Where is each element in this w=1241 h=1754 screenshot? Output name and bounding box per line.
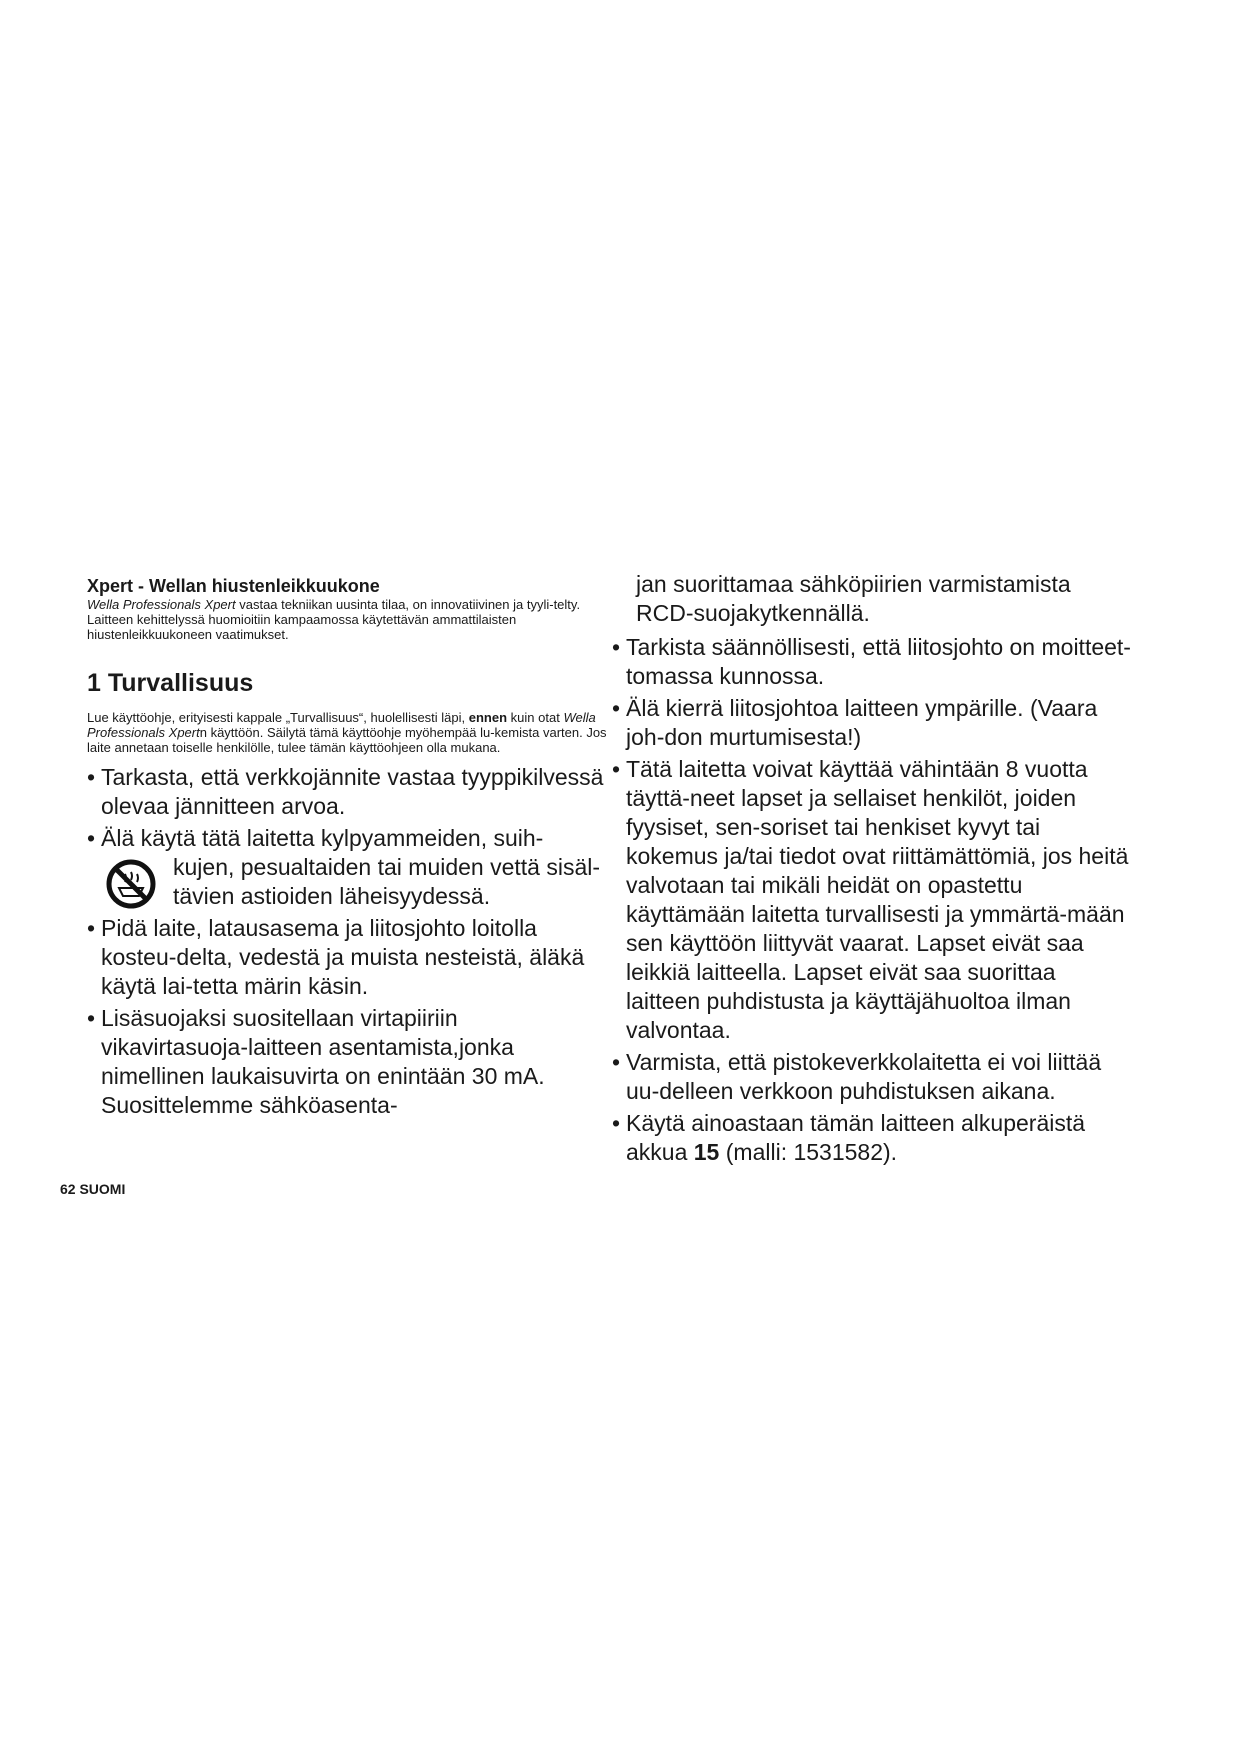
safety-emphasis: ennen <box>468 710 508 725</box>
list-item-text <box>626 1109 1132 1167</box>
list-item <box>87 763 607 821</box>
left-column <box>87 575 607 1123</box>
bullet-marker: • <box>612 1110 621 1136</box>
right-bullet-list <box>612 633 1132 1167</box>
no-water-icon <box>105 858 157 910</box>
bullet-marker: • <box>612 756 621 782</box>
list-item-battery <box>612 1109 1132 1167</box>
list-item-water-warning <box>87 824 607 911</box>
page-footer: 62 SUOMI <box>60 1181 126 1197</box>
bullet-marker: • <box>87 915 96 941</box>
list-item-text: Lisäsuojaksi suositellaan virtapiiriin vikavirtasuoja-laitteen asentamista,jonka nimellinen laukaisuvirta on enintään 30 mA. Suosittelemme sähköasenta- <box>101 1005 545 1118</box>
water-warning-line1: Älä käytä tätä laitetta kylpyammeiden, suih- <box>101 825 544 851</box>
section-heading: 1 Turvallisuus <box>87 669 254 697</box>
bullet-marker: • <box>612 634 621 660</box>
battery-reference-number: 15 <box>693 1139 720 1165</box>
list-item <box>612 1048 1132 1106</box>
left-bullet-list <box>87 763 607 1120</box>
intro-text: vastaa tekniikan uusinta tilaa, on innovatiivinen ja tyyli-telty. Laitteen kehittelyssä huomioitiin kampaamossa käytettävän ammattilaisten hiustenleikkuukoneen vaatimukset. <box>87 597 581 642</box>
list-item <box>612 755 1132 1045</box>
safety-text-1: Lue käyttöohje, erityisesti kappale „Turvallisuus“, huolellisesti läpi, <box>87 710 469 725</box>
list-item-text: Älä kierrä liitosjohtoa laitteen ympärille. (Vaara joh-don murtumisesta!) <box>626 695 1098 750</box>
bullet-marker: • <box>87 825 96 851</box>
bullet-marker: • <box>87 764 96 790</box>
continued-paragraph: jan suorittamaa sähköpiirien varmistamista RCD-suojakytkennällä. <box>636 571 1071 626</box>
safety-text-2: kuin otat <box>507 710 564 725</box>
safety-paragraph <box>87 710 607 755</box>
safety-brand: Wella Professionals Xpert <box>87 710 596 740</box>
list-item-text: Pidä laite, latausasema ja liitosjohto loitolla kosteu-delta, vedestä ja muista nesteistä, äläkä käytä lai-tetta märin käsin. <box>101 915 585 999</box>
water-warning-line2: kujen, pesualtaiden tai muiden vettä sisäl-tävien astioiden läheisyydessä. <box>173 854 601 909</box>
list-item <box>612 694 1132 752</box>
list-item <box>612 633 1132 691</box>
list-item-text: Tarkasta, että verkkojännite vastaa tyyppikilvessä olevaa jännitteen arvoa. <box>101 764 604 819</box>
intro-brand: Wella Professionals Xpert <box>87 597 236 612</box>
intro-paragraph <box>87 597 607 642</box>
bullet-marker: • <box>87 1005 96 1031</box>
bullet-marker: • <box>612 1049 621 1075</box>
right-column <box>612 570 1132 1170</box>
battery-text-1: Käytä ainoastaan tämän laitteen alkuperäistä akkua <box>626 1110 1086 1165</box>
document-title: Xpert - Wellan hiustenleikkuukone <box>87 576 380 596</box>
battery-text-2: (malli: 1531582). <box>719 1139 898 1165</box>
bullet-marker: • <box>612 695 621 721</box>
list-item <box>87 914 607 1001</box>
safety-text-3: n käyttöön. Säilytä tämä käyttöohje myöhempää lu-kemista varten. Jos laite annetaan toiselle henkilölle, tulee tämän käyttöohjeen olla mukana. <box>87 725 607 755</box>
list-item-text: Varmista, että pistokeverkkolaitetta ei voi liittää uu-delleen verkkoon puhdistuksen aikana. <box>626 1049 1102 1104</box>
list-item-text: Tarkista säännöllisesti, että liitosjohto on moitteet-tomassa kunnossa. <box>626 634 1131 689</box>
list-item-text: Tätä laitetta voivat käyttää vähintään 8 vuotta täyttä-neet lapset ja sellaiset henkilöt, joiden fyysiset, sen-soriset tai henkiset kyvyt tai kokemus ja/tai tiedot ovat riittämättömiä, jos heitä valvotaan tai mikäli heidät on opastettu käyttämään laitetta turvallisesti ja ymmärtä-mään sen käyttöön liittyvät vaarat. Lapset eivät saa leikkiä laitteella. Lapset eivät saa suorittaa laitteen puhdistusta ja käyttäjähuoltoa ilman valvontaa. <box>626 756 1129 1043</box>
list-item <box>87 1004 607 1120</box>
